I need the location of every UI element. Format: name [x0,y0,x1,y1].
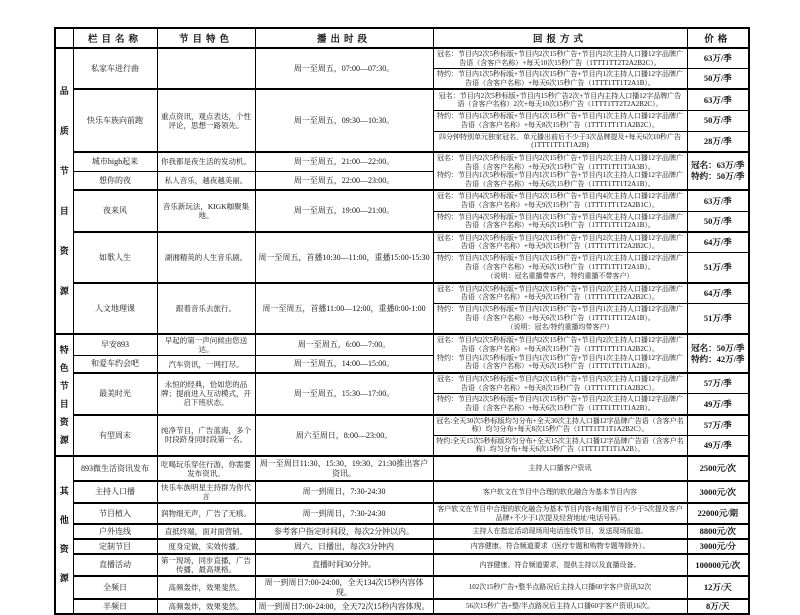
program-row [55,283,749,304]
program-row [55,89,749,110]
program-name: 主持人口播 [73,481,157,503]
reward-note: （说明：冠名/特约重播均带客户） [506,323,614,332]
reward-text: 冠名：节目内2次5秒标版+节目内2次15秒广告+节目内2次主持人口播12字品牌广告语（含客户名称）+每天9次15秒广告（1TTT1TT1T2A2B2C）。 [433,283,687,304]
program-feature: 第一现场，同步直播，广告传播，最高规格。 [157,554,255,576]
program-row [55,334,749,356]
reward-text: 冠名：节目内2次5秒标版+节目内15秒广告2次+节目内主持人口播12字品牌广告语（含客户名称）2次+每天10次15秒广告（1TTT1TT2T2A2B2C）。 [433,89,687,110]
broadcast-time: 周一至周五，首播11:00—12:00，重播0:00-1:00 [255,283,433,334]
broadcast-time: 参考客户指定时间段，每次2分钟以内。 [255,524,433,539]
program-row [55,456,749,481]
program-name: 早安893 [73,334,157,356]
broadcast-time: 周一至周五，07:00—07:30。 [255,48,433,89]
program-feature: 润物细无声，广告了无痕。 [157,503,255,524]
price-value: 3000元/分 [687,539,749,554]
program-name: 最美时光 [73,373,157,414]
price-value: 100000元/次 [687,554,749,576]
price-value: 22000元/期 [687,503,749,524]
program-feature: 音乐新玩法，KIGK咖聚集地。 [157,190,255,231]
reward-text: 冠名：节目内2次5秒标版+节目内2次15秒广告+节目内2次主持人口播12字品牌广告语（含客户名称）+每天9次15秒广告（1TTT1TT1T2A2B2C）。 [433,232,687,253]
program-name: 私家车进行曲 [73,48,157,89]
program-feature: 直抵终端，面对面营销。 [157,524,255,539]
program-feature: 吃喝玩乐穿住行游，你需要发布资讯。 [157,456,255,481]
price-value: 50万/季 [687,211,749,232]
reward-text: 四分钟特别单元独家冠名，单元播出前后不少于3次品牌提及+每天6次10秒广告(1TTT1TT1T1A2B) [433,131,687,152]
broadcast-time: 周一至周五，19:00—21:00。 [255,190,433,231]
reward-line: 特约：节目内1次5秒标版+节目内1次15秒广告+节目内1次主持人口播12字品牌广告语（含客户名称）+每天6次15秒广告（1TTT1TT1T2A1B）。 [437,171,683,188]
reward-text [433,303,687,333]
reward-text: 特约：节目内1次5秒标版+节目内1次15秒广告+节目内1次主持人口播12字品牌广告语（含客户名称）+每天8次15秒广告（1TTT1TT1T1A2B2C）。 [433,110,687,131]
section-label: 品质节目资源 [55,48,73,334]
reward-text: 冠名：节目内4次5秒标版+节目内2次15秒广告+节目内4次主持人口播12字品牌广告语（含客户名称）+每天9次15秒广告（1TTT1TT1T2A2B1C）。 [433,190,687,211]
header-broadcast-time: 播出时段 [255,28,433,48]
price-value: 63万/季 [687,190,749,211]
program-name: 和爱车约会吧 [73,355,157,373]
program-row [55,373,749,394]
price-value: 63万/季 [687,48,749,69]
reward-line: 特约：节目内1次5秒标版+节目内1次15秒广告+节目内1次主持人口播12字品牌广告语（含客户名称）+每天6次15秒广告（1TTT1TT1T1A2B）。 [437,353,683,371]
price-line: 冠名：63万/季 [691,160,745,171]
reward-line: 冠名：节目内2次5秒标版+节目内2次15秒广告+节目内2次主持人口播12字品牌广告语（含客户名称）+每天8次15秒广告（1TTT1TT1T1A2B2C）。 [437,336,683,353]
program-name: 有型周末 [73,415,157,456]
rate-card-table [54,27,750,615]
header-reward-method: 回报方式 [433,28,687,48]
broadcast-time: 周一至周五，14:00—15:00。 [255,355,433,373]
price-value: 57万/季 [687,373,749,394]
program-feature: 永恒的经典，恰如您的品牌；提前进入互动模式，开启下班状态。 [157,373,255,414]
price-value: 8万/天 [687,599,749,614]
program-feature: 早起的第一声问候由您送达。 [157,334,255,356]
program-name: 半频日 [73,599,157,614]
program-feature: 纯净节目，广告蓝海，多个时段跻身同时段第一名。 [157,415,255,456]
price-value: 49万/季 [687,394,749,415]
price-value: 50万/季 [687,110,749,131]
reward-text: 冠名：节目内3次5秒标版+节目内2次15秒广告+节目内3次主持人口播12字品牌广告语（含客户名称）+每天8次15秒广告（1TTT1TT1T1A2B2C）。 [433,373,687,394]
price-line: 特约：50万/季 [691,171,745,182]
reward-text: 主持人在指定活动现场用电话连线节目，发送现场报道。 [433,524,687,539]
program-name: 直播活动 [73,554,157,576]
reward-text: 特约：节目内1次5秒标版+节目内1次15秒广告+节目内1次主持人口播12字品牌广告语（含客户名称）+每天6次15秒广告（1TTT1TT1T2A1B）。 [433,69,687,90]
program-row [55,576,749,599]
broadcast-time: 周一至周日11:30、15:30、19:30、21:30推出客户资讯。 [255,456,433,481]
reward-text: 56次15秒广告+整/半点路况后主持人口播60字客户资讯16次。 [433,599,687,614]
price-value [687,152,749,190]
program-name: 893微生活资讯发布 [73,456,157,481]
reward-text: 102次15秒广告+整半点路况后主持人口播60字客户资讯32次 [433,576,687,599]
reward-text [433,334,687,374]
program-row [55,415,749,436]
program-feature: 高频轰炸，效果斐然。 [157,576,255,599]
price-value: 28万/季 [687,131,749,152]
header-price: 价格 [687,28,749,48]
price-value: 64万/季 [687,283,749,304]
program-row [55,190,749,211]
broadcast-time: 周六、日播出，每次3分钟内 [255,539,433,554]
section-label: 特色节目资源 [55,334,73,456]
reward-text [433,253,687,283]
program-feature [157,48,255,89]
reward-text: 内容健康、符合频道要求，提供主持以及直播设备。 [433,554,687,576]
program-row [55,48,749,69]
program-feature: 度身定做，实效传播。 [157,539,255,554]
broadcast-time: 周一至周五，15:30—17:00。 [255,373,433,414]
header-row [55,28,749,48]
program-name: 定制节目 [73,539,157,554]
broadcast-time: 周六至周日，8:00—23:00。 [255,415,433,456]
header-column-name: 栏目名称 [73,28,157,48]
broadcast-time: 周一至周五，09:30—10:30。 [255,89,433,152]
header-program-feature: 节目特色 [157,28,255,48]
program-name: 人文地理课 [73,283,157,334]
program-feature: 湖湘精英的人生音乐剧。 [157,232,255,283]
price-value: 3000元/次 [687,481,749,503]
price-value: 63万/季 [687,89,749,110]
rate-card-table-container [54,27,750,615]
program-name: 如歌人生 [73,232,157,283]
program-row [55,554,749,576]
reward-text: 内容健康、符合频道要求（医疗专题和购物专题等除外）。 [433,539,687,554]
program-row [55,539,749,554]
reward-text: 特约：节目内4次5秒标版+节目内1次15秒广告+节目内4次主持人口播12字品牌广告语（含客户名称）+每天6次15秒广告（1TTT1TT1T2A1B）。 [433,211,687,232]
price-value: 57万/季 [687,415,749,436]
broadcast-time: 周一至周五，22:00—23:00。 [255,171,433,190]
price-value: 51万/季 [687,303,749,333]
broadcast-time: 周一到周日，7:30-24:30 [255,503,433,524]
program-row [55,481,749,503]
price-line: 特约：42万/季 [691,353,745,364]
broadcast-time: 周一至周五，6:00—7:00。 [255,334,433,356]
reward-note: （说明：冠名重播带客户，特约重播不带客户） [486,272,634,281]
program-feature: 重点资讯，观点表达，个性评论，思想一路领先。 [157,89,255,152]
program-feature: 汽车资讯，一网打尽。 [157,355,255,373]
reward-text: 冠名:全天30次5秒标版均匀分布+全天30次主持人口播12字品牌广告语（含客户名称）均匀分布+每天8次15秒广告（1TTT1TT1T1A2B2C）。 [433,415,687,436]
price-value: 2500元/次 [687,456,749,481]
price-value: 64万/季 [687,232,749,253]
broadcast-time: 周一至周五，21:00—22:00。 [255,152,433,171]
program-name: 夜来风 [73,190,157,231]
reward-line: 特约：节目内1次5秒标版+节目内1次15秒广告+节目内1次主持人口播12字品牌广告语（含客户名称）+每天6次15秒广告（1TTT1TT1T2A1B）。 [437,254,683,271]
price-value: 49万/季 [687,435,749,456]
reward-text: 特约:全天15次5秒标版均匀分布+全天15次主持人口播12字品牌广告语（含客户名称）均匀分布+每天6次15秒广告（1TTT1TT1T1A2B）。 [433,435,687,456]
program-name: 快乐车族向前跑 [73,89,157,152]
broadcast-time: 周一到周日，7:30-24:30 [255,481,433,503]
price-value: 12万/天 [687,576,749,599]
reward-text: 客户软文在节目中合理的软化融合为基本节目内容+每期节目不少于5次提及客户品牌+不少于1次提及经营地址/电话号码。 [433,503,687,524]
program-name: 全频日 [73,576,157,599]
broadcast-time: 周一到周日7:00-24:00，全天72次15秒内容体现。 [255,599,433,614]
program-name: 城市high起来 [73,152,157,171]
program-row [55,599,749,614]
price-value: 50万/季 [687,69,749,90]
price-value: 8800元/次 [687,524,749,539]
program-feature: 私人音乐，越夜越美丽。 [157,171,255,190]
program-feature: 高频轰炸，效果斐然。 [157,599,255,614]
reward-line: 冠名：节目内2次5秒标版+节目内2次15秒广告+节目内2次主持人口播12字品牌广告语（含客户名称）+每天9次15秒广告（1TTT1TT1T3A3B）。 [437,154,683,171]
header-corner [55,28,73,48]
program-row [55,152,749,171]
broadcast-time: 周一到周日7:00-24:00，全天134次15秒内容体现。 [255,576,433,599]
price-value [687,334,749,374]
program-row [55,524,749,539]
program-name: 想你的夜 [73,171,157,190]
reward-text: 特约：节目内2次5秒标版+节目内1次15秒广告+节目内2次主持人口播12字品牌广告语（含客户名称）+每天6次15秒广告（1TTT1TT1T1A2B）。 [433,394,687,415]
section-label: 其他资源 [55,456,73,614]
price-line: 冠名：50万/季 [691,342,745,353]
broadcast-time: 直播时间30分钟。 [255,554,433,576]
price-value: 51万/季 [687,253,749,283]
broadcast-time: 周一至周五，首播10:30—11:00，重播15:00-15:30 [255,232,433,283]
program-name: 户外连线 [73,524,157,539]
program-row [55,232,749,253]
reward-text: 客户软文在节目中合理的软化融合为基本节目内容 [433,481,687,503]
program-feature: 跟着音乐去旅行。 [157,283,255,334]
reward-text: 主持人口播客户资讯 [433,456,687,481]
program-row [55,503,749,524]
program-feature: 你我都是夜生活的发动机。 [157,152,255,171]
reward-line: 特约：节目内1次5秒标版+节目内1次15秒广告+节目内1次主持人口播12字品牌广告语（含客户名称）+每天6次15秒广告（1TTT1TT1T2A1B）。 [437,304,683,322]
reward-text: 冠名：节目内2次5秒标版+节目内2次15秒广告+节目内2次主持人口播12字品牌广告语（含客户名称）+每天10次15秒广告（1TTT1TT2T2A2B2C）。 [433,48,687,69]
program-name: 节目植入 [73,503,157,524]
program-feature: 快乐车族明星主持群为你代言 [157,481,255,503]
reward-text [433,152,687,190]
